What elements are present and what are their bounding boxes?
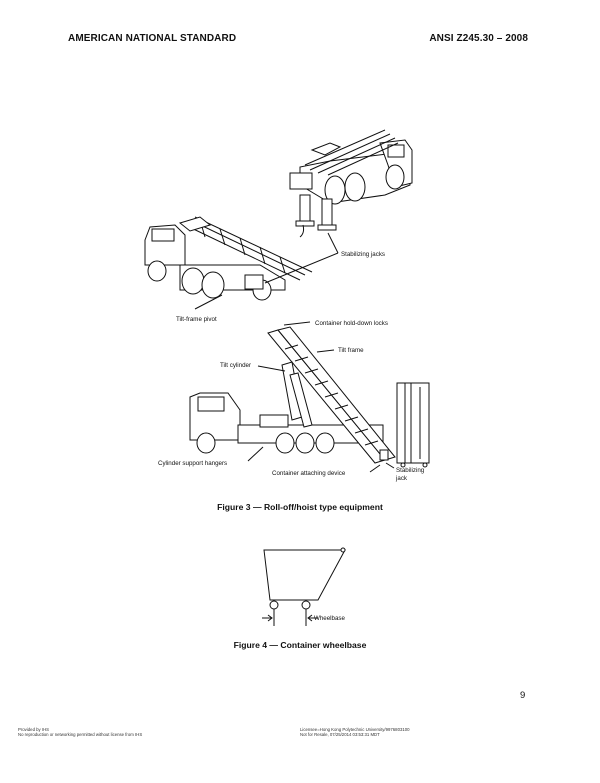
truck-tilt-frame-drawing: [190, 327, 429, 467]
label-tilt-cylinder: Tilt cylinder: [220, 362, 252, 369]
page-number: 9: [520, 690, 526, 701]
footer-right: [300, 727, 410, 738]
figure-4-illustration: [0, 540, 600, 635]
leader-line: [258, 366, 285, 371]
footer-right-line2: Not for Resale, 07/25/2014 03:53:31 MDT: [300, 732, 380, 738]
figure-4-caption: Figure 4 — Container wheelbase: [233, 640, 367, 650]
label-stabilizing-jack-line2: jack: [396, 475, 408, 482]
label-wheelbase: Wheelbase: [314, 615, 345, 622]
label-stabilizing-jacks: Stabilizing jacks: [341, 251, 386, 258]
container-corner: [341, 548, 345, 552]
truck-side-view-drawing: [145, 217, 312, 300]
leader-line: [386, 463, 394, 468]
leader-line: [328, 233, 338, 253]
label-cylinder-support-hangers: Cylinder support hangers: [158, 460, 228, 467]
figure-3-caption: Figure 3 — Roll-off/hoist type equipment: [217, 502, 383, 512]
wheelbase-extension-lines: [274, 609, 306, 626]
wheelbase-arrow-left: [262, 615, 272, 621]
label-container-hold-down-locks: Container hold-down locks: [315, 320, 388, 327]
running-header-left: AMERICAN NATIONAL STANDARD: [68, 33, 237, 44]
figure-3-illustration: [0, 125, 600, 495]
label-stabilizing-jack-line1: Stabilizing: [396, 467, 425, 474]
footer-left-line2: No reproduction or networking permitted without license from IHS: [18, 732, 143, 738]
truck-rear-view-drawing: [290, 130, 412, 237]
label-tilt-frame: Tilt frame: [338, 347, 364, 354]
footer-right-line1: Licensee=Hong Kong Polytechnic University/9976803100: [300, 727, 410, 732]
container-outline: [264, 550, 345, 600]
leader-line: [317, 350, 334, 352]
leader-line: [370, 465, 380, 472]
footer-left-line1: Provided by IHS: [18, 727, 50, 732]
label-container-attaching-device: Container attaching device: [272, 470, 346, 477]
leader-line: [248, 447, 263, 461]
container-wheel-rear: [302, 601, 310, 609]
footer-left: [18, 727, 142, 738]
leader-line: [284, 322, 310, 325]
running-header-right: ANSI Z245.30 – 2008: [429, 33, 528, 44]
label-tilt-frame-pivot: Tilt-frame pivot: [176, 316, 217, 323]
container-wheel-front: [270, 601, 278, 609]
